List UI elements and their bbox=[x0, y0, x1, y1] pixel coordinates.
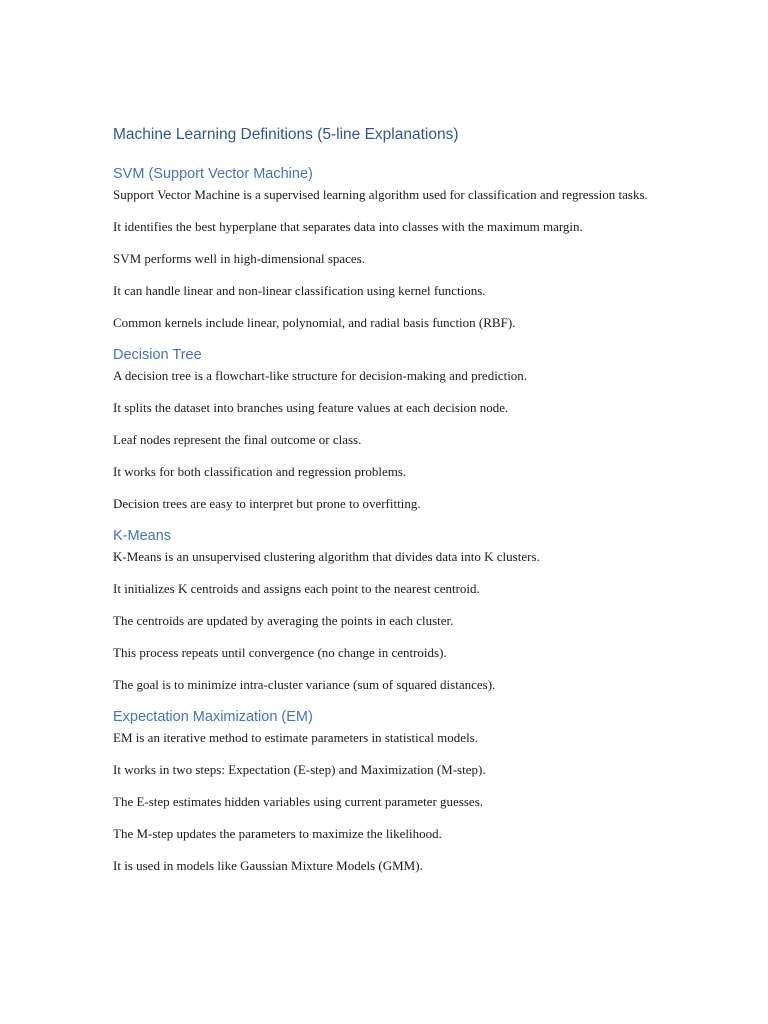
paragraph: It identifies the best hyperplane that separates data into classes with the maximum margin. bbox=[113, 219, 583, 234]
paragraph: A decision tree is a flowchart-like structure for decision-making and prediction. bbox=[113, 368, 528, 383]
document-page bbox=[113, 124, 673, 887]
paragraph: EM is an iterative method to estimate parameters in statistical models. bbox=[113, 730, 478, 745]
paragraph: Leaf nodes represent the final outcome or class. bbox=[113, 432, 362, 447]
paragraph: Decision trees are easy to interpret but prone to overfitting. bbox=[113, 496, 421, 511]
paragraph: The goal is to minimize intra-cluster variance (sum of squared distances). bbox=[113, 677, 496, 692]
paragraph: Common kernels include linear, polynomial, and radial basis function (RBF). bbox=[113, 315, 516, 330]
section-heading: K-Means bbox=[113, 528, 172, 544]
section-decision-tree bbox=[113, 344, 673, 514]
section-expectation-maximization bbox=[113, 706, 673, 876]
section-heading: Expectation Maximization (EM) bbox=[113, 709, 313, 725]
paragraph: It splits the dataset into branches using feature values at each decision node. bbox=[113, 400, 509, 415]
section-k-means bbox=[113, 525, 673, 695]
paragraph: It works in two steps: Expectation (E-step) and Maximization (M-step). bbox=[113, 762, 486, 777]
paragraph: It is used in models like Gaussian Mixture Models (GMM). bbox=[113, 858, 423, 873]
paragraph: The E-step estimates hidden variables using current parameter guesses. bbox=[113, 794, 484, 809]
section-heading: SVM (Support Vector Machine) bbox=[113, 166, 313, 182]
document-title: Machine Learning Definitions (5-line Explanations) bbox=[113, 126, 459, 143]
paragraph: Support Vector Machine is a supervised learning algorithm used for classification and regression tasks. bbox=[113, 187, 648, 202]
paragraph: This process repeats until convergence (no change in centroids). bbox=[113, 645, 447, 660]
paragraph: It can handle linear and non-linear classification using kernel functions. bbox=[113, 283, 486, 298]
paragraph: K-Means is an unsupervised clustering algorithm that divides data into K clusters. bbox=[113, 549, 540, 564]
section-heading: Decision Tree bbox=[113, 347, 202, 363]
section-svm bbox=[113, 163, 673, 333]
paragraph: It initializes K centroids and assigns each point to the nearest centroid. bbox=[113, 581, 480, 596]
paragraph: SVM performs well in high-dimensional spaces. bbox=[113, 251, 366, 266]
paragraph: The M-step updates the parameters to maximize the likelihood. bbox=[113, 826, 442, 841]
paragraph: It works for both classification and regression problems. bbox=[113, 464, 407, 479]
paragraph: The centroids are updated by averaging the points in each cluster. bbox=[113, 613, 454, 628]
